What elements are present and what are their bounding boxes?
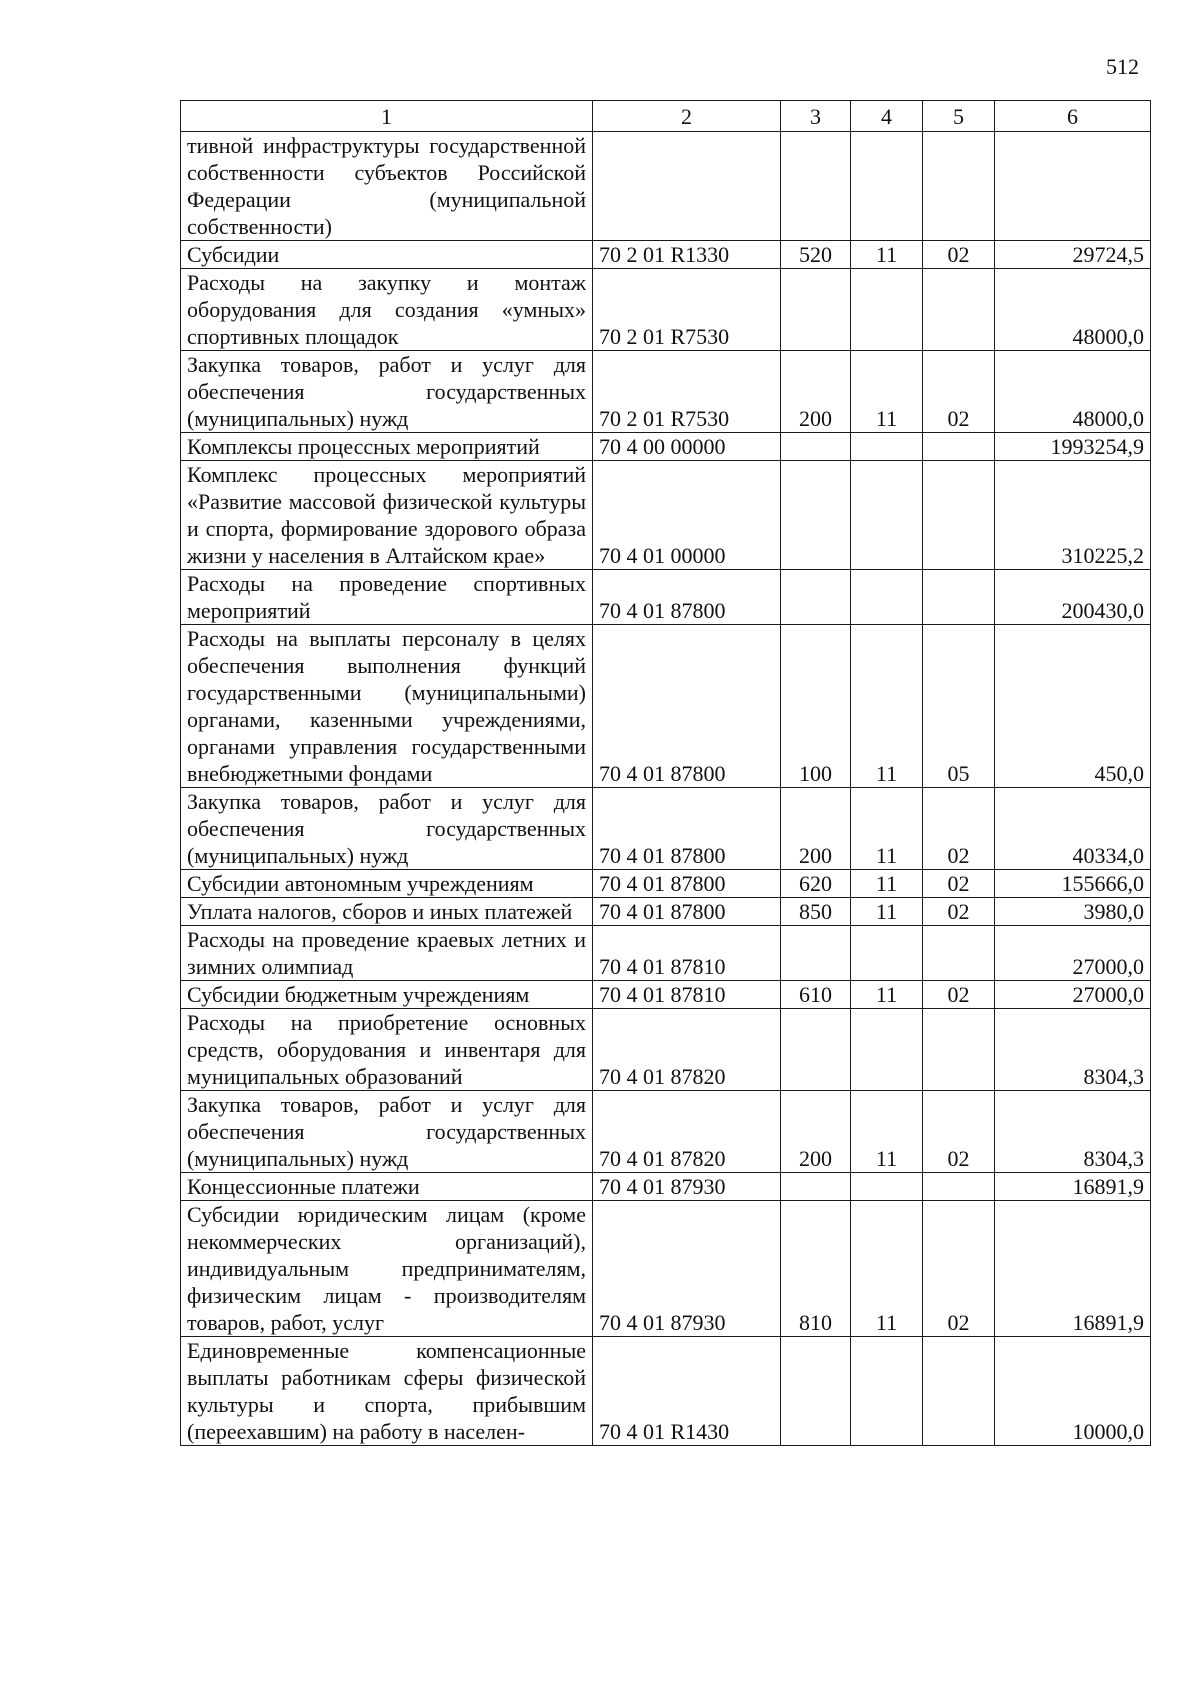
item-name-cell: Субсидии бюджетным учреждениям — [181, 981, 593, 1009]
section-code-cell: 11 — [851, 241, 923, 269]
section-code-cell: 11 — [851, 625, 923, 788]
target-code-cell: 70 4 01 87930 — [593, 1173, 781, 1201]
target-code-cell: 70 4 01 87800 — [593, 570, 781, 625]
table-row — [181, 351, 1151, 433]
amount-cell: 48000,0 — [995, 351, 1151, 433]
subsection-code-cell: 02 — [923, 351, 995, 433]
subsection-code-cell — [923, 1009, 995, 1091]
expense-type-cell — [781, 1337, 851, 1446]
subsection-code-cell — [923, 269, 995, 351]
table-row — [181, 926, 1151, 981]
amount-cell: 8304,3 — [995, 1091, 1151, 1173]
subsection-code-cell: 02 — [923, 981, 995, 1009]
subsection-code-cell: 02 — [923, 1091, 995, 1173]
section-code-cell — [851, 926, 923, 981]
amount-cell: 10000,0 — [995, 1337, 1151, 1446]
table-row — [181, 1201, 1151, 1337]
expense-type-cell: 200 — [781, 1091, 851, 1173]
amount-cell: 3980,0 — [995, 898, 1151, 926]
target-code-cell: 70 4 01 87810 — [593, 926, 781, 981]
section-code-cell: 11 — [851, 981, 923, 1009]
subsection-code-cell: 02 — [923, 1201, 995, 1337]
table-row — [181, 1009, 1151, 1091]
subsection-code-cell — [923, 132, 995, 241]
item-name-cell: Единовременные компенсационные выплаты работникам сферы физической культуры и спорта, прибывшим (переехавшим) на работу в населен- — [181, 1337, 593, 1446]
table-row — [181, 269, 1151, 351]
item-name-cell: Расходы на закупку и монтаж оборудования для создания «умных» спортивных площадок — [181, 269, 593, 351]
expense-type-cell: 620 — [781, 870, 851, 898]
item-name-cell: Концессионные платежи — [181, 1173, 593, 1201]
amount-cell: 16891,9 — [995, 1201, 1151, 1337]
column-header: 1 — [181, 101, 593, 132]
expense-type-cell: 200 — [781, 351, 851, 433]
section-code-cell: 11 — [851, 1091, 923, 1173]
expense-type-cell — [781, 1009, 851, 1091]
subsection-code-cell: 05 — [923, 625, 995, 788]
column-header: 5 — [923, 101, 995, 132]
amount-cell: 16891,9 — [995, 1173, 1151, 1201]
target-code-cell: 70 4 01 87820 — [593, 1009, 781, 1091]
table-row — [181, 898, 1151, 926]
target-code-cell: 70 4 01 87800 — [593, 898, 781, 926]
subsection-code-cell: 02 — [923, 898, 995, 926]
table-row — [181, 132, 1151, 241]
subsection-code-cell: 02 — [923, 241, 995, 269]
target-code-cell: 70 4 01 87820 — [593, 1091, 781, 1173]
expense-type-cell — [781, 132, 851, 241]
expense-type-cell — [781, 926, 851, 981]
table-header-row — [181, 101, 1151, 132]
table-row — [181, 1173, 1151, 1201]
table-row — [181, 870, 1151, 898]
subsection-code-cell — [923, 1337, 995, 1446]
item-name-cell: Расходы на проведение краевых летних и зимних олимпиад — [181, 926, 593, 981]
amount-cell: 8304,3 — [995, 1009, 1151, 1091]
column-header: 4 — [851, 101, 923, 132]
table-body — [181, 132, 1151, 1446]
subsection-code-cell — [923, 461, 995, 570]
item-name-cell: Субсидии — [181, 241, 593, 269]
amount-cell: 310225,2 — [995, 461, 1151, 570]
page-number: 512 — [1106, 54, 1139, 79]
amount-cell: 450,0 — [995, 625, 1151, 788]
table-row — [181, 788, 1151, 870]
column-header: 3 — [781, 101, 851, 132]
amount-cell: 48000,0 — [995, 269, 1151, 351]
target-code-cell: 70 4 01 87800 — [593, 788, 781, 870]
section-code-cell — [851, 1009, 923, 1091]
section-code-cell: 11 — [851, 1201, 923, 1337]
amount-cell: 200430,0 — [995, 570, 1151, 625]
expense-type-cell — [781, 269, 851, 351]
item-name-cell: Уплата налогов, сборов и иных платежей — [181, 898, 593, 926]
section-code-cell: 11 — [851, 898, 923, 926]
table-row — [181, 1091, 1151, 1173]
target-code-cell: 70 4 01 R1430 — [593, 1337, 781, 1446]
expense-type-cell: 810 — [781, 1201, 851, 1337]
table-row — [181, 570, 1151, 625]
subsection-code-cell — [923, 926, 995, 981]
target-code-cell: 70 4 01 87800 — [593, 870, 781, 898]
section-code-cell: 11 — [851, 870, 923, 898]
item-name-cell: Субсидии автономным учреждениям — [181, 870, 593, 898]
amount-cell: 27000,0 — [995, 926, 1151, 981]
target-code-cell: 70 4 01 87930 — [593, 1201, 781, 1337]
expense-type-cell: 610 — [781, 981, 851, 1009]
target-code-cell: 70 4 00 00000 — [593, 433, 781, 461]
subsection-code-cell — [923, 433, 995, 461]
target-code-cell: 70 2 01 R7530 — [593, 269, 781, 351]
item-name-cell: тивной инфраструктуры государственной собственности субъектов Российской Федерации (муниципальной собственности) — [181, 132, 593, 241]
section-code-cell — [851, 570, 923, 625]
section-code-cell — [851, 1337, 923, 1446]
amount-cell — [995, 132, 1151, 241]
expense-type-cell: 520 — [781, 241, 851, 269]
subsection-code-cell — [923, 1173, 995, 1201]
subsection-code-cell — [923, 570, 995, 625]
section-code-cell: 11 — [851, 788, 923, 870]
table-row — [181, 241, 1151, 269]
expense-type-cell — [781, 570, 851, 625]
subsection-code-cell: 02 — [923, 788, 995, 870]
section-code-cell — [851, 1173, 923, 1201]
target-code-cell: 70 4 01 87800 — [593, 625, 781, 788]
item-name-cell: Расходы на проведение спортивных мероприятий — [181, 570, 593, 625]
item-name-cell: Субсидии юридическим лицам (кроме некоммерческих организаций), индивидуальным предпринимателям, физическим лицам - производителям товаров, работ, услуг — [181, 1201, 593, 1337]
expense-type-cell: 100 — [781, 625, 851, 788]
amount-cell: 27000,0 — [995, 981, 1151, 1009]
expense-type-cell — [781, 461, 851, 570]
expense-type-cell — [781, 1173, 851, 1201]
table-row — [181, 433, 1151, 461]
target-code-cell: 70 2 01 R1330 — [593, 241, 781, 269]
item-name-cell: Закупка товаров, работ и услуг для обеспечения государственных (муниципальных) нужд — [181, 351, 593, 433]
item-name-cell: Комплекс процессных мероприятий «Развитие массовой физической культуры и спорта, формирование здорового образа жизни у населения в Алтайском крае» — [181, 461, 593, 570]
item-name-cell: Расходы на выплаты персоналу в целях обеспечения выполнения функций государственными (муниципальными) органами, казенными учреждениями, органами управления государственными внебюджетными фондами — [181, 625, 593, 788]
amount-cell: 40334,0 — [995, 788, 1151, 870]
expense-type-cell: 200 — [781, 788, 851, 870]
item-name-cell: Комплексы процессных мероприятий — [181, 433, 593, 461]
section-code-cell — [851, 461, 923, 570]
item-name-cell: Расходы на приобретение основных средств, оборудования и инвентаря для муниципальных образований — [181, 1009, 593, 1091]
section-code-cell — [851, 269, 923, 351]
amount-cell: 1993254,9 — [995, 433, 1151, 461]
item-name-cell: Закупка товаров, работ и услуг для обеспечения государственных (муниципальных) нужд — [181, 1091, 593, 1173]
target-code-cell — [593, 132, 781, 241]
target-code-cell: 70 4 01 87810 — [593, 981, 781, 1009]
amount-cell: 29724,5 — [995, 241, 1151, 269]
target-code-cell: 70 4 01 00000 — [593, 461, 781, 570]
expense-type-cell — [781, 433, 851, 461]
budget-table — [180, 100, 1151, 1446]
subsection-code-cell: 02 — [923, 870, 995, 898]
column-header: 6 — [995, 101, 1151, 132]
section-code-cell: 11 — [851, 351, 923, 433]
item-name-cell: Закупка товаров, работ и услуг для обеспечения государственных (муниципальных) нужд — [181, 788, 593, 870]
table-row — [181, 1337, 1151, 1446]
amount-cell: 155666,0 — [995, 870, 1151, 898]
expense-type-cell: 850 — [781, 898, 851, 926]
table-row — [181, 981, 1151, 1009]
section-code-cell — [851, 433, 923, 461]
table-row — [181, 625, 1151, 788]
target-code-cell: 70 2 01 R7530 — [593, 351, 781, 433]
column-header: 2 — [593, 101, 781, 132]
table-row — [181, 461, 1151, 570]
section-code-cell — [851, 132, 923, 241]
